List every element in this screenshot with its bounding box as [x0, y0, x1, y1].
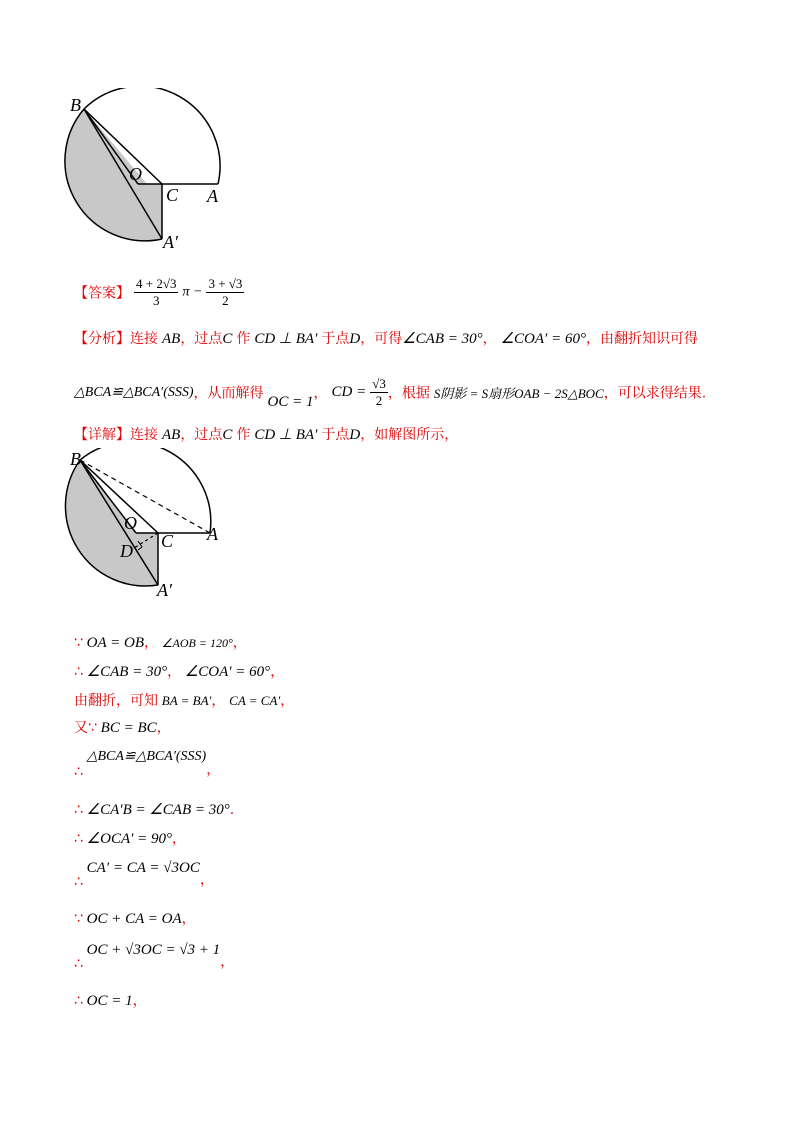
answer-line: 【答案】 $\frac{4 + 2√3}{3}$ π − $\frac{3 + √3}{2}$: [74, 276, 243, 308]
fig2-label-o: O: [124, 513, 137, 533]
step-1: ∵ OA = OB， ∠AOB = 120°，: [74, 635, 247, 651]
fig2-label-b: B: [70, 449, 81, 469]
answer-fraction-1: $\frac{4 + 2√3}{3}$: [136, 276, 177, 308]
fig1-label-a-prime: A′: [163, 232, 178, 252]
step-5: ∴ △BCA≌△BCA′(SSS)，: [74, 749, 221, 780]
fig2-label-d: D: [120, 541, 133, 561]
step-3: 由翻折，可知 BA = BA′， CA = CA′，: [74, 693, 295, 709]
step-10: ∴ OC + √3OC = √3 + 1，: [74, 942, 235, 972]
step-4: 又∵ BC = BC，: [74, 720, 171, 736]
answer-tag: 【答案】: [74, 285, 130, 302]
fig1-label-b: B: [70, 95, 81, 115]
answer-fraction-2: $\frac{3 + √3}{2}$: [208, 276, 243, 308]
step-7: ∴ ∠OCA′ = 90°，: [74, 831, 187, 847]
analysis-line-2: △BCA≌△BCA′(SSS)，从而解得 OC = 1， CD = $\frac{√3}{2}$ ，根据 S阴影 = S扇形OAB − 2S△BOC，可以求得结果.: [74, 376, 707, 411]
analysis-line-1: 【分析】连接 AB，过点C 作 CD ⊥ BA′ 于点D，可得∠CAB = 30°， ∠COA′ = 60°，由翻折知识可得: [74, 331, 698, 347]
fig1-label-c: C: [166, 185, 179, 205]
shaded-region-2: [65, 460, 158, 586]
step-11: ∴ OC = 1，: [74, 993, 147, 1009]
figure-1: [60, 88, 240, 268]
shaded-region: [65, 109, 162, 241]
detail-line: 【详解】连接 AB，过点C 作 CD ⊥ BA′ 于点D，如解图所示，: [74, 427, 459, 443]
fig2-label-c: C: [161, 531, 174, 551]
fig1-label-o: O: [129, 164, 142, 184]
detail-tag: 【详解】: [74, 427, 130, 443]
step-2: ∴ ∠CAB = 30°， ∠COA′ = 60°，: [74, 664, 285, 680]
step-9: ∵ OC + CA = OA，: [74, 911, 196, 927]
step-6: ∴ ∠CA′B = ∠CAB = 30°.: [74, 802, 235, 818]
cd-fraction: $\frac{√3}{2}$: [372, 376, 386, 408]
fig2-label-a: A: [207, 524, 218, 544]
fig2-label-a-prime: A′: [157, 580, 172, 600]
fig1-label-a: A: [207, 186, 218, 206]
analysis-tag: 【分析】: [74, 331, 130, 347]
step-8: ∴ CA′ = CA = √3OC，: [74, 860, 214, 890]
